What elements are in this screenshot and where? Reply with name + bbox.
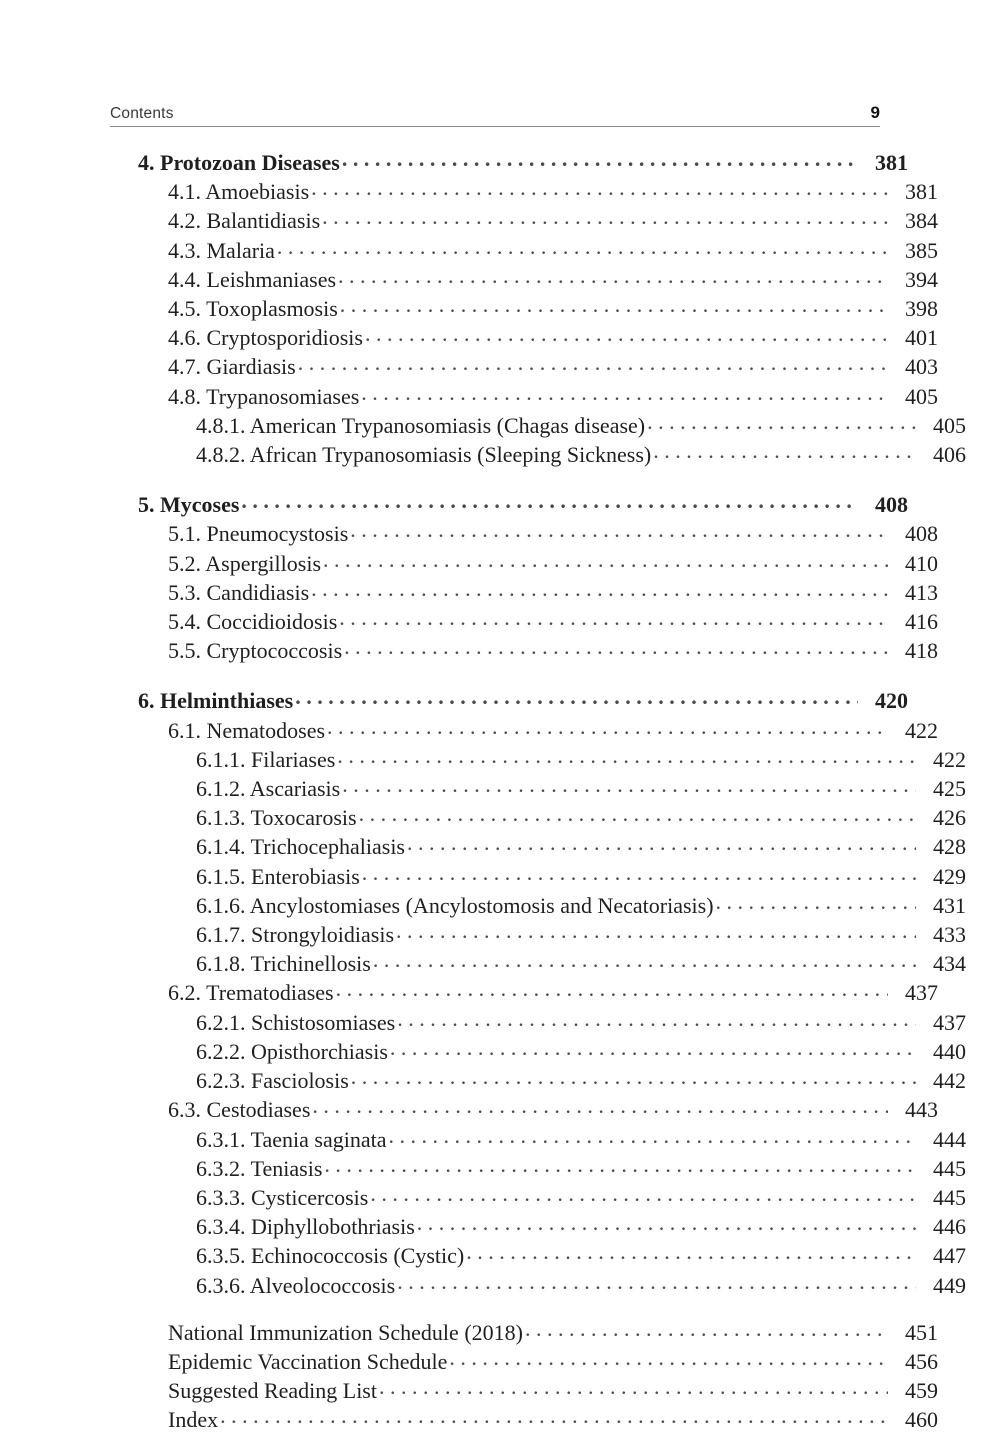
dot-leader bbox=[653, 440, 916, 462]
dot-leader bbox=[340, 294, 888, 316]
dot-leader bbox=[311, 177, 888, 199]
toc-entry[interactable] bbox=[110, 352, 938, 381]
toc-entry-page-number: 460 bbox=[905, 1407, 938, 1433]
dot-leader bbox=[342, 148, 858, 170]
toc-entry-page-number: 394 bbox=[905, 266, 938, 292]
toc-entry-page-number: 420 bbox=[875, 688, 908, 714]
toc-entry[interactable] bbox=[110, 323, 938, 352]
toc-entry-label: 6.1.8. Trichinellosis bbox=[196, 951, 371, 977]
toc-entry-page-number: 405 bbox=[905, 383, 938, 409]
toc-entry-label: 6.1.6. Ancylostomiases (Ancylostomosis and Necatoriasis) bbox=[196, 892, 714, 918]
toc-entry-label: 6.1.4. Trichocephaliasis bbox=[196, 834, 405, 860]
dot-leader bbox=[716, 891, 916, 913]
toc-entry-page-number: 443 bbox=[905, 1097, 938, 1123]
toc-entry[interactable] bbox=[110, 1154, 966, 1183]
toc-entry[interactable] bbox=[110, 607, 938, 636]
toc-entry-page-number: 398 bbox=[905, 296, 938, 322]
toc-entry[interactable] bbox=[110, 774, 966, 803]
toc-entry[interactable] bbox=[110, 1271, 966, 1300]
toc-entry-label: 6. Helminthiases bbox=[138, 688, 294, 714]
toc-entry[interactable] bbox=[110, 1008, 966, 1037]
table-of-contents bbox=[110, 148, 966, 1435]
toc-entry-label: National Immunization Schedule (2018) bbox=[168, 1319, 523, 1345]
toc-entry[interactable] bbox=[110, 177, 938, 206]
toc-entry[interactable] bbox=[110, 1212, 966, 1241]
toc-entry[interactable] bbox=[110, 490, 908, 519]
dot-leader bbox=[295, 686, 858, 708]
toc-entry-page-number: 429 bbox=[933, 863, 966, 889]
dot-leader bbox=[323, 549, 888, 571]
toc-entry-page-number: 459 bbox=[905, 1378, 938, 1404]
section-spacer bbox=[110, 665, 880, 686]
dot-leader bbox=[241, 490, 858, 512]
toc-entry-page-number: 422 bbox=[933, 746, 966, 772]
toc-entry-label: 5.1. Pneumocystosis bbox=[168, 521, 349, 547]
toc-entry-page-number: 413 bbox=[905, 579, 938, 605]
toc-entry-page-number: 405 bbox=[933, 412, 966, 438]
dot-leader bbox=[525, 1318, 888, 1340]
toc-entry-label: 4.7. Giardiasis bbox=[168, 354, 296, 380]
dot-leader bbox=[359, 803, 916, 825]
toc-entry-page-number: 437 bbox=[933, 1009, 966, 1035]
toc-entry-label: 6.1.7. Strongyloidiasis bbox=[196, 922, 395, 948]
toc-entry-page-number: 445 bbox=[933, 1184, 966, 1210]
dot-leader bbox=[277, 236, 888, 258]
dot-leader bbox=[350, 519, 888, 541]
toc-entry-label: 4.6. Cryptosporidiosis bbox=[168, 325, 363, 351]
dot-leader bbox=[365, 323, 888, 345]
toc-entry-page-number: 451 bbox=[905, 1319, 938, 1345]
toc-entry-page-number: 381 bbox=[875, 150, 908, 175]
toc-entry[interactable] bbox=[110, 891, 966, 920]
toc-entry[interactable] bbox=[110, 411, 966, 440]
dot-leader bbox=[370, 1183, 916, 1205]
dot-leader bbox=[339, 607, 888, 629]
toc-entry-label: 6.1.1. Filariases bbox=[196, 746, 336, 772]
dot-leader bbox=[466, 1241, 916, 1263]
toc-entry[interactable] bbox=[110, 440, 966, 469]
toc-entry-label: 5.3. Candidiasis bbox=[168, 579, 310, 605]
dot-leader bbox=[390, 1037, 916, 1059]
toc-entry-label: 4.2. Balantidiasis bbox=[168, 208, 321, 234]
dot-leader bbox=[337, 745, 916, 767]
dot-leader bbox=[373, 949, 916, 971]
toc-entry[interactable] bbox=[110, 206, 938, 235]
toc-entry-page-number: 445 bbox=[933, 1155, 966, 1181]
toc-entry-page-number: 434 bbox=[933, 951, 966, 977]
dot-leader bbox=[417, 1212, 916, 1234]
dot-leader bbox=[379, 1376, 888, 1398]
dot-leader bbox=[396, 920, 916, 942]
toc-entry-page-number: 408 bbox=[875, 492, 908, 518]
toc-entry[interactable] bbox=[110, 1037, 966, 1066]
toc-entry-label: 6.3. Cestodiases bbox=[168, 1097, 311, 1123]
dot-leader bbox=[336, 978, 888, 1000]
toc-entry-label: 6.2. Trematodiases bbox=[168, 980, 334, 1006]
toc-entry[interactable] bbox=[110, 148, 908, 177]
toc-entry-label: 6.1. Nematodoses bbox=[168, 717, 326, 743]
toc-entry-page-number: 401 bbox=[905, 325, 938, 351]
toc-entry-page-number: 437 bbox=[905, 980, 938, 1006]
dot-leader bbox=[311, 578, 888, 600]
toc-entry[interactable] bbox=[110, 1376, 938, 1405]
dot-leader bbox=[342, 774, 916, 796]
toc-entry-label: 4.8.1. American Trypanosomiasis (Chagas disease) bbox=[196, 412, 646, 438]
toc-entry-label: Epidemic Vaccination Schedule bbox=[168, 1348, 448, 1374]
toc-entry-page-number: 431 bbox=[933, 892, 966, 918]
toc-entry-label: 6.1.5. Enterobiasis bbox=[196, 863, 360, 889]
dot-leader bbox=[389, 1125, 917, 1147]
toc-entry-label: 6.2.2. Opisthorchiasis bbox=[196, 1038, 388, 1064]
toc-entry[interactable] bbox=[110, 636, 938, 665]
dot-leader bbox=[647, 411, 916, 433]
toc-entry-label: 5. Mycoses bbox=[138, 492, 240, 518]
dot-leader bbox=[362, 862, 916, 884]
toc-entry-page-number: 422 bbox=[905, 717, 938, 743]
toc-entry[interactable] bbox=[110, 686, 908, 715]
toc-entry[interactable] bbox=[110, 549, 938, 578]
toc-entry-label: Suggested Reading List bbox=[168, 1378, 377, 1404]
toc-entry-page-number: 384 bbox=[905, 208, 938, 234]
toc-entry[interactable] bbox=[110, 1405, 938, 1434]
dot-leader bbox=[322, 206, 888, 228]
toc-entry[interactable] bbox=[110, 949, 966, 978]
toc-entry[interactable] bbox=[110, 1241, 966, 1270]
toc-entry[interactable] bbox=[110, 519, 938, 548]
toc-entry-page-number: 406 bbox=[933, 442, 966, 468]
toc-entry-label: 6.2.3. Fasciolosis bbox=[196, 1068, 349, 1094]
toc-entry-page-number: 456 bbox=[905, 1348, 938, 1374]
toc-entry-label: 4.4. Leishmaniases bbox=[168, 266, 337, 292]
page-folio-number: 9 bbox=[870, 103, 880, 122]
toc-entry[interactable] bbox=[110, 236, 938, 265]
toc-entry[interactable] bbox=[110, 1183, 966, 1212]
dot-leader bbox=[338, 265, 888, 287]
running-head-title: Contents bbox=[110, 104, 174, 122]
toc-entry-page-number: 440 bbox=[933, 1038, 966, 1064]
toc-entry[interactable] bbox=[110, 745, 966, 774]
toc-entry[interactable] bbox=[110, 1318, 938, 1347]
toc-entry-page-number: 416 bbox=[905, 609, 938, 635]
toc-entry-label: 4. Protozoan Diseases bbox=[138, 150, 340, 175]
toc-entry[interactable] bbox=[110, 382, 938, 411]
toc-entry[interactable] bbox=[110, 1125, 966, 1154]
toc-entry-label: Index bbox=[168, 1407, 219, 1433]
dot-leader bbox=[407, 832, 916, 854]
toc-entry-page-number: 425 bbox=[933, 776, 966, 802]
toc-entry-label: 5.4. Coccidioidosis bbox=[168, 609, 338, 635]
dot-leader bbox=[397, 1271, 916, 1293]
toc-entry[interactable] bbox=[110, 1095, 938, 1124]
toc-entry-label: 6.2.1. Schistosomiases bbox=[196, 1009, 396, 1035]
toc-entry[interactable] bbox=[110, 803, 966, 832]
toc-entry-page-number: 426 bbox=[933, 805, 966, 831]
toc-entry-label: 6.3.5. Echinococcosis (Cystic) bbox=[196, 1243, 465, 1269]
toc-entry-label: 4.5. Toxoplasmosis bbox=[168, 296, 338, 322]
toc-entry[interactable] bbox=[110, 578, 938, 607]
section-spacer bbox=[110, 469, 880, 490]
toc-entry-label: 5.5. Cryptococcosis bbox=[168, 638, 343, 664]
toc-entry-label: 6.3.1. Taenia saginata bbox=[196, 1126, 387, 1152]
dot-leader bbox=[298, 352, 888, 374]
dot-leader bbox=[327, 716, 888, 738]
toc-entry-page-number: 428 bbox=[933, 834, 966, 860]
dot-leader bbox=[361, 382, 888, 404]
toc-entry-page-number: 449 bbox=[933, 1272, 966, 1298]
toc-entry[interactable] bbox=[110, 832, 966, 861]
toc-entry-label: 6.3.2. Teniasis bbox=[196, 1155, 323, 1181]
toc-entry[interactable] bbox=[110, 862, 966, 891]
toc-entry-page-number: 447 bbox=[933, 1243, 966, 1269]
dot-leader bbox=[397, 1008, 916, 1030]
dot-leader bbox=[312, 1095, 888, 1117]
toc-entry-page-number: 446 bbox=[933, 1214, 966, 1240]
toc-entry-page-number: 381 bbox=[905, 179, 938, 205]
toc-entry[interactable] bbox=[110, 1347, 938, 1376]
toc-entry-page-number: 442 bbox=[933, 1068, 966, 1094]
dot-leader bbox=[220, 1405, 888, 1427]
toc-entry[interactable] bbox=[110, 920, 966, 949]
toc-entry-label: 4.1. Amoebiasis bbox=[168, 179, 310, 205]
dot-leader bbox=[344, 636, 888, 658]
toc-entry-page-number: 444 bbox=[933, 1126, 966, 1152]
toc-entry[interactable] bbox=[110, 716, 938, 745]
toc-entry-page-number: 433 bbox=[933, 922, 966, 948]
toc-entry-label: 6.1.3. Toxocarosis bbox=[196, 805, 357, 831]
toc-entry-label: 6.3.3. Cysticercosis bbox=[196, 1184, 369, 1210]
toc-entry[interactable] bbox=[110, 1066, 966, 1095]
dot-leader bbox=[449, 1347, 888, 1369]
toc-entry-page-number: 410 bbox=[905, 550, 938, 576]
dot-leader bbox=[324, 1154, 916, 1176]
toc-entry-page-number: 408 bbox=[905, 521, 938, 547]
toc-entry[interactable] bbox=[110, 978, 938, 1007]
toc-entry-page-number: 385 bbox=[905, 237, 938, 263]
toc-entry-label: 5.2. Aspergillosis bbox=[168, 550, 322, 576]
toc-entry[interactable] bbox=[110, 294, 938, 323]
toc-entry-label: 6.3.6. Alveolococcosis bbox=[196, 1272, 396, 1298]
toc-entry[interactable] bbox=[110, 265, 938, 294]
section-spacer bbox=[110, 1300, 880, 1318]
toc-entry-label: 4.3. Malaria bbox=[168, 237, 275, 263]
toc-entry-label: 4.8. Trypanosomiases bbox=[168, 383, 360, 409]
toc-entry-label: 6.3.4. Diphyllobothriasis bbox=[196, 1214, 415, 1240]
running-head bbox=[110, 104, 880, 127]
toc-entry-label: 4.8.2. African Trypanosomiasis (Sleeping Sickness) bbox=[196, 442, 652, 468]
toc-entry-page-number: 403 bbox=[905, 354, 938, 380]
dot-leader bbox=[351, 1066, 916, 1088]
toc-entry-page-number: 418 bbox=[905, 638, 938, 664]
toc-entry-label: 6.1.2. Ascariasis bbox=[196, 776, 341, 802]
